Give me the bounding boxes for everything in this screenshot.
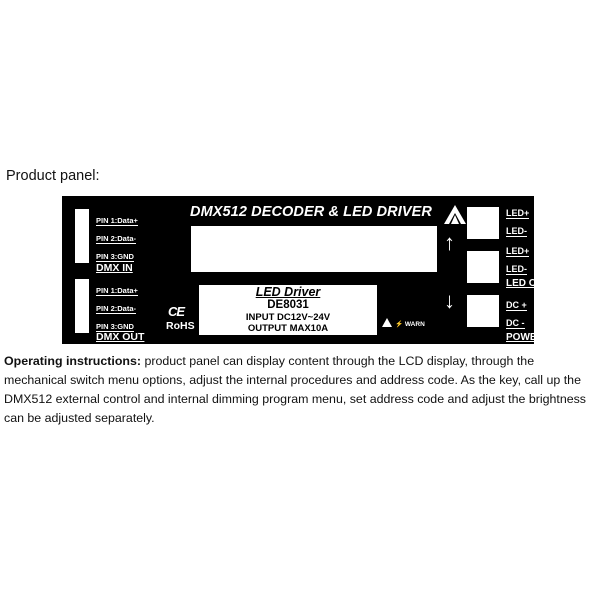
operating-instructions	[4, 352, 592, 428]
power-pin-dc-plus-label: DC +	[506, 300, 527, 310]
small-certification-mark: ⚡ WARN	[395, 321, 425, 328]
instructions-heading: Operating instructions:	[4, 354, 141, 368]
switch-up-arrow-icon[interactable]: ↑	[444, 230, 455, 255]
ce-mark-icon: CE	[168, 304, 185, 319]
plate-output-label: OUTPUT MAX10A	[247, 323, 329, 334]
dmx-in-pin-2-label: PIN 2:Data-	[96, 234, 137, 243]
instructions-body: product panel can display content through the LCD display, through the mechanical switch menu options, adjust the internal procedures and address code. As the key, call up the DMX512 external control and internal dimming program menu, set address code and adjust the brightness can be adjusted separately.	[4, 354, 586, 425]
rohs-mark-label: RoHS	[166, 320, 195, 332]
right-terminal-labels	[506, 204, 557, 343]
product-panel-label: Product panel:	[6, 168, 100, 184]
switch-down-arrow-icon[interactable]: ↓	[444, 288, 455, 313]
left-terminal-group	[68, 200, 186, 343]
dmx-out-group-label: DMX OUT	[96, 331, 145, 343]
mechanical-switch-group[interactable]	[444, 228, 460, 336]
led-out-pin-3-label: LED+	[506, 246, 530, 256]
led-out-terminal-block-1	[466, 206, 500, 240]
led-out-group-label: LED OUT	[506, 278, 550, 289]
dmx-in-group-label: DMX IN	[96, 262, 133, 274]
power-in-group-label: POWER IN	[506, 332, 557, 343]
dmx-out-terminal-block	[74, 278, 90, 334]
lcd-display	[190, 225, 438, 273]
dmx-out-pin-1-label: PIN 1:Data+	[96, 286, 138, 295]
led-out-terminal-block-2	[466, 250, 500, 284]
plate-input-label: INPUT DC12V~24V	[245, 312, 331, 323]
dmx-out-pin-3-label: PIN 3:GND	[96, 322, 134, 331]
plate-model-label: DE8031	[267, 299, 309, 311]
power-pin-dc-minus-label: DC -	[506, 318, 525, 328]
label-plate	[198, 284, 378, 336]
right-terminal-blocks	[466, 206, 502, 336]
device-title: DMX512 DECODER & LED DRIVER	[190, 204, 432, 220]
led-out-pin-2-label: LED-	[506, 226, 527, 236]
led-out-pin-4-label: LED-	[506, 264, 527, 274]
led-out-pin-1-label: LED+	[506, 208, 530, 218]
power-in-terminal-block	[466, 294, 500, 328]
arrow-logo-icon	[442, 204, 468, 226]
dmx-in-pin-3-label: PIN 3:GND	[96, 252, 134, 261]
warning-triangle-icon	[382, 318, 392, 327]
dmx-out-pin-2-label: PIN 2:Data-	[96, 304, 137, 313]
dmx-in-terminal-block	[74, 208, 90, 264]
device-panel-image	[62, 196, 557, 344]
plate-brand-label: LED Driver	[255, 285, 321, 299]
dmx-in-pin-1-label: PIN 1:Data+	[96, 216, 138, 225]
